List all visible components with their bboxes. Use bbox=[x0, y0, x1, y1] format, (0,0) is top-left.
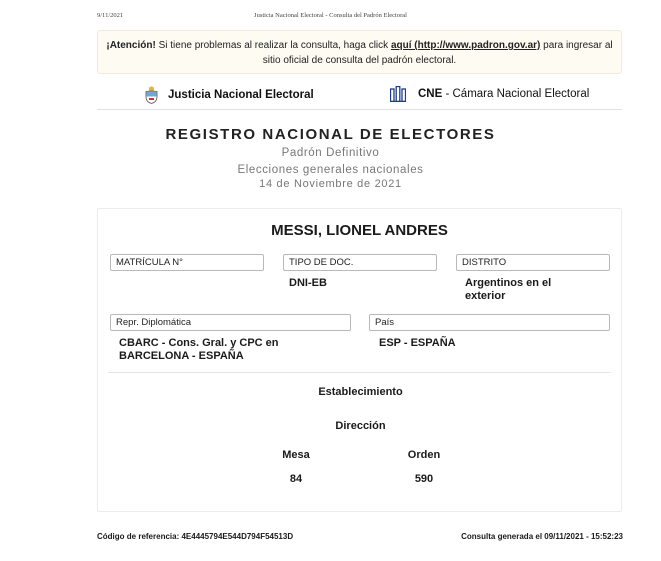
cne-logo bbox=[390, 86, 589, 102]
voter-name: MESSI, LIONEL ANDRES bbox=[271, 222, 448, 239]
registro-subtitle: Padrón Definitivo bbox=[281, 147, 380, 159]
print-header bbox=[0, 12, 661, 24]
pais-value: ESP - ESPAÑA bbox=[379, 337, 456, 349]
cne-abbr: CNE bbox=[418, 88, 443, 100]
direccion-label: Dirección bbox=[335, 420, 386, 432]
cne-logo-text bbox=[418, 88, 589, 100]
card-divider bbox=[108, 372, 611, 373]
padron-link[interactable]: aquí (http://www.padron.gov.ar) bbox=[390, 40, 541, 51]
justicia-logo-text: Justicia Nacional Electoral bbox=[168, 89, 314, 101]
registro-title: REGISTRO NACIONAL DE ELECTORES bbox=[165, 126, 496, 143]
orden-value: 590 bbox=[414, 473, 434, 485]
attention-text-after: para ingresar al sitio oficial de consulta del padrón electoral. bbox=[262, 40, 613, 66]
justicia-logo bbox=[145, 86, 314, 104]
repr-label: Repr. Diplomática bbox=[110, 314, 351, 331]
repr-value-line2: BARCELONA - ESPAÑA bbox=[119, 350, 244, 362]
cne-full-name: - Cámara Nacional Electoral bbox=[442, 88, 590, 100]
attention-heading: ¡Atención! bbox=[106, 40, 156, 51]
cne-building-icon bbox=[390, 86, 406, 102]
attention-text-before: Si tiene problemas al realizar la consulta, haga click bbox=[155, 40, 391, 51]
generated-timestamp: Consulta generada el 09/11/2021 - 15:52:23 bbox=[461, 532, 623, 541]
registro-heading bbox=[0, 126, 661, 191]
tipo-doc-value: DNI-EB bbox=[289, 277, 327, 289]
pais-label: País bbox=[369, 314, 610, 331]
distrito-value-line2: exterior bbox=[465, 290, 506, 302]
print-date: 9/11/2021 bbox=[97, 12, 124, 19]
reference-code: Código de referencia: 4E4445794E544D794F54513D bbox=[97, 532, 294, 541]
matricula-label: MATRÍCULA N° bbox=[110, 254, 264, 271]
print-title: Justicia Nacional Electoral - Consulta del Padrón Electoral bbox=[254, 12, 407, 19]
establecimiento-label: Establecimiento bbox=[318, 386, 403, 398]
tipo-doc-label: TIPO DE DOC. bbox=[283, 254, 437, 271]
election-name: Elecciones generales nacionales bbox=[237, 164, 424, 176]
election-date: 14 de Noviembre de 2021 bbox=[259, 178, 402, 190]
distrito-label: DISTRITO bbox=[456, 254, 610, 271]
voter-card bbox=[97, 208, 622, 512]
mesa-value: 84 bbox=[289, 473, 303, 485]
argentina-shield-icon bbox=[145, 86, 158, 104]
attention-banner bbox=[97, 30, 622, 74]
mesa-label: Mesa bbox=[282, 449, 310, 461]
logos-bar bbox=[97, 80, 622, 110]
repr-value-line1: CBARC - Cons. Gral. y CPC en bbox=[119, 337, 279, 349]
orden-label: Orden bbox=[407, 449, 441, 461]
distrito-value-line1: Argentinos en el bbox=[465, 277, 552, 289]
